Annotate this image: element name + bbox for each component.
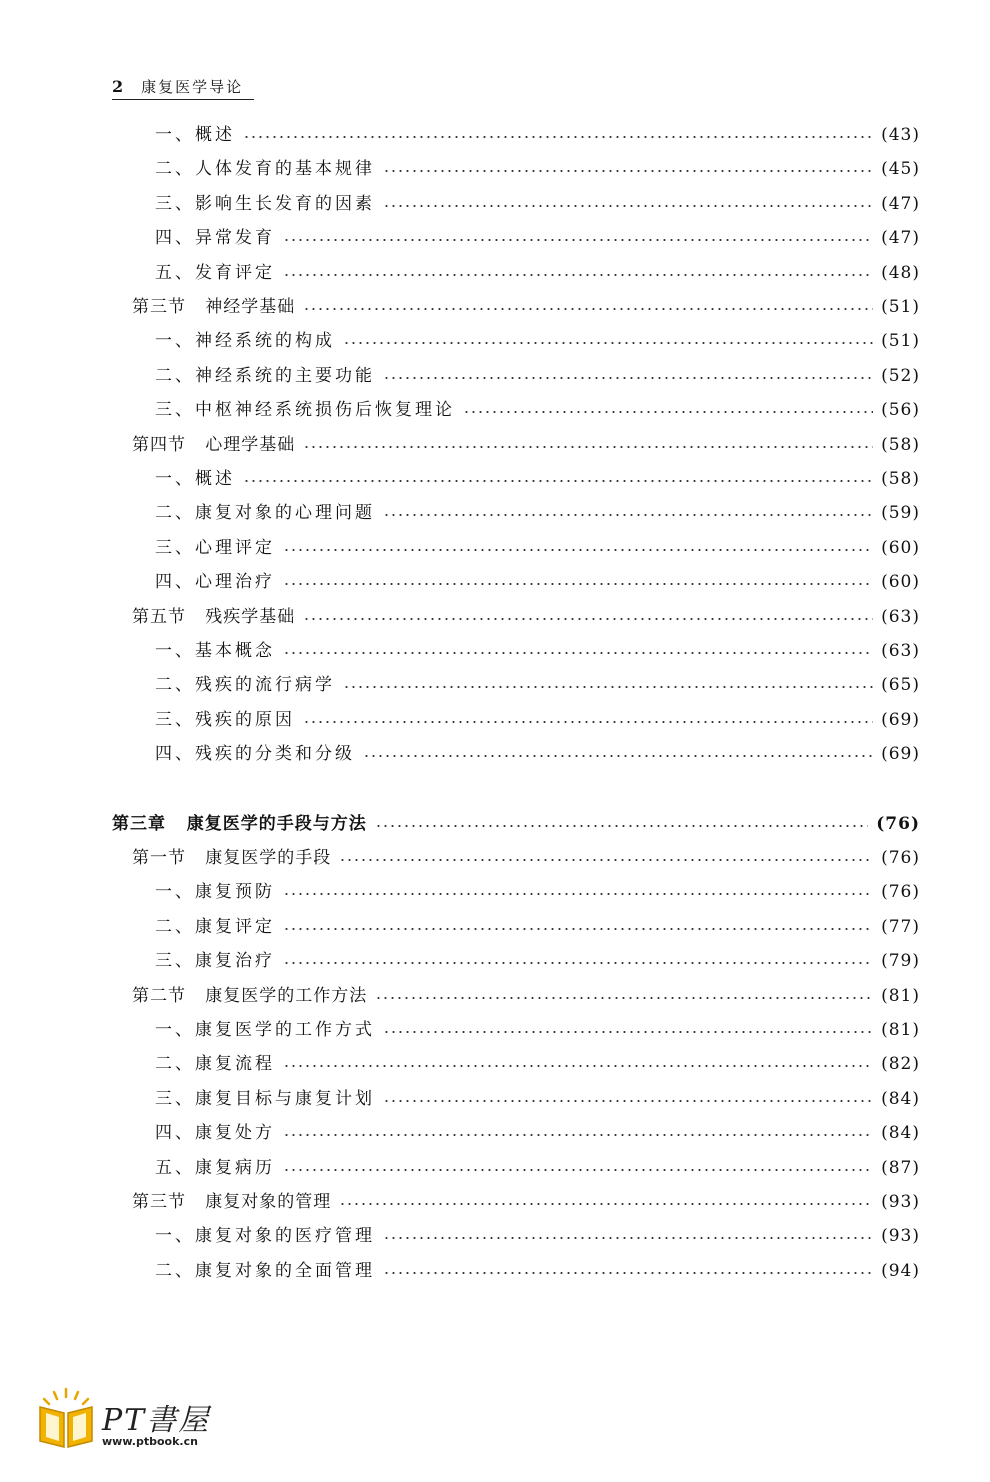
toc-page-number: (63) [881, 607, 920, 627]
toc-page-number: (76) [876, 814, 920, 834]
toc-page-number: (84) [881, 1123, 920, 1143]
toc-chapter-row [112, 809, 920, 837]
watermark-url: www.ptbook.cn [102, 1435, 198, 1448]
dot-leader [303, 308, 873, 310]
toc-page-number: (51) [881, 297, 920, 317]
dot-leader [375, 997, 873, 999]
toc-page-number: (58) [881, 469, 920, 489]
toc-entry-title: 三、残疾的原因 [155, 710, 295, 730]
toc-page-number: (69) [881, 710, 920, 730]
dot-leader [283, 583, 873, 585]
toc-entry-title: 一、康复对象的医疗管理 [155, 1226, 375, 1246]
toc-section-row [132, 602, 920, 630]
dot-leader [343, 686, 873, 688]
toc-item-row [155, 946, 920, 974]
dot-leader [363, 755, 873, 757]
toc-entry-title: 第二节 康复医学的工作方法 [132, 986, 368, 1006]
toc-page-number: (47) [881, 228, 920, 248]
toc-page-number: (51) [881, 331, 920, 351]
toc-page-number: (81) [881, 1020, 920, 1040]
toc-entry-title: 二、康复对象的心理问题 [155, 503, 375, 523]
toc-section-row [132, 1187, 920, 1215]
toc-page-number: (60) [881, 572, 920, 592]
toc-item-row [155, 498, 920, 526]
dot-leader [283, 239, 873, 241]
toc-entry-title: 第三节 康复对象的管理 [132, 1192, 332, 1212]
toc-page-number: (84) [881, 1089, 920, 1109]
toc-page-number: (63) [881, 641, 920, 661]
dot-leader [283, 962, 873, 964]
toc-entry-title: 三、中枢神经系统损伤后恢复理论 [155, 400, 455, 420]
dot-leader [283, 1169, 873, 1171]
dot-leader [339, 1203, 873, 1205]
toc-entry-title: 第一节 康复医学的手段 [132, 848, 332, 868]
toc-entry-title: 三、心理评定 [155, 538, 275, 558]
toc-item-row [155, 1221, 920, 1249]
toc-item-row [155, 877, 920, 905]
toc-page-number: (93) [881, 1226, 920, 1246]
toc-item-row [155, 636, 920, 664]
toc-page-number: (81) [881, 986, 920, 1006]
toc-item-row [155, 1118, 920, 1146]
toc-page-number: (58) [881, 435, 920, 455]
toc-entry-title: 三、康复目标与康复计划 [155, 1089, 375, 1109]
toc-page-number: (59) [881, 503, 920, 523]
toc-page-number: (45) [881, 159, 920, 179]
dot-leader [383, 1237, 873, 1239]
toc-entry-title: 四、残疾的分类和分级 [155, 744, 355, 764]
toc-entry-title: 一、基本概念 [155, 641, 275, 661]
toc-section-row [132, 430, 920, 458]
toc-page-number: (77) [881, 917, 920, 937]
dot-leader [283, 1065, 873, 1067]
dot-leader [283, 928, 873, 930]
dot-leader [375, 825, 868, 827]
toc-entry-title: 第三节 神经学基础 [132, 297, 296, 317]
page-number: 2 [112, 77, 124, 96]
toc-section-row [132, 292, 920, 320]
toc-page-number: (48) [881, 263, 920, 283]
toc-entry-title: 一、康复医学的工作方式 [155, 1020, 375, 1040]
toc-item-row [155, 1153, 920, 1181]
toc-page-number: (43) [881, 125, 920, 145]
dot-leader [383, 514, 873, 516]
dot-leader [343, 342, 873, 344]
toc-section-row [132, 981, 920, 1009]
watermark-brand: PT書屋 [102, 1403, 211, 1438]
toc-item-row [155, 361, 920, 389]
toc-entry-title: 二、神经系统的主要功能 [155, 366, 375, 386]
dot-leader [339, 859, 873, 861]
toc-page-number: (76) [881, 882, 920, 902]
toc-entry-title: 二、康复评定 [155, 917, 275, 937]
running-header [112, 76, 254, 100]
toc-item-row [155, 154, 920, 182]
toc-page-number: (87) [881, 1158, 920, 1178]
dot-leader [283, 549, 873, 551]
toc-item-row [155, 1015, 920, 1043]
toc-page-number: (76) [881, 848, 920, 868]
dot-leader [283, 893, 873, 895]
toc-entry-title: 四、康复处方 [155, 1123, 275, 1143]
dot-leader [383, 205, 873, 207]
toc-entry-title: 五、康复病历 [155, 1158, 275, 1178]
dot-leader [383, 377, 873, 379]
dot-leader [383, 1100, 873, 1102]
toc-entry-title: 四、异常发育 [155, 228, 275, 248]
toc-item-row [155, 464, 920, 492]
toc-entry-title: 一、概述 [155, 469, 235, 489]
dot-leader [243, 136, 873, 138]
dot-leader [383, 170, 873, 172]
toc-page-number: (79) [881, 951, 920, 971]
toc-page-number: (60) [881, 538, 920, 558]
toc-entry-title: 二、康复对象的全面管理 [155, 1261, 375, 1281]
toc-item-row [155, 912, 920, 940]
watermark-logo [34, 1385, 234, 1455]
toc-page-number: (52) [881, 366, 920, 386]
toc-entry-title: 一、概述 [155, 125, 235, 145]
toc-item-row [155, 705, 920, 733]
toc-item-row [155, 258, 920, 286]
toc-entry-title: 三、康复治疗 [155, 951, 275, 971]
book-title: 康复医学导论 [141, 78, 244, 96]
dot-leader [303, 618, 873, 620]
toc-item-row [155, 189, 920, 217]
toc-page-number: (94) [881, 1261, 920, 1281]
toc-entry-title: 第三章 康复医学的手段与方法 [112, 814, 367, 834]
dot-leader [283, 652, 873, 654]
toc-entry-title: 二、康复流程 [155, 1054, 275, 1074]
toc-item-row [155, 567, 920, 595]
dot-leader [283, 1134, 873, 1136]
toc-entry-title: 三、影响生长发育的因素 [155, 194, 375, 214]
toc-page-number: (93) [881, 1192, 920, 1212]
toc-page-number: (56) [881, 400, 920, 420]
toc-item-row [155, 739, 920, 767]
toc-entry-title: 一、康复预防 [155, 882, 275, 902]
toc-page-number: (65) [881, 675, 920, 695]
toc-item-row [155, 120, 920, 148]
dot-leader [283, 274, 873, 276]
toc-item-row [155, 223, 920, 251]
dot-leader [383, 1272, 873, 1274]
toc-entry-title: 第四节 心理学基础 [132, 435, 296, 455]
toc-section-row [132, 843, 920, 871]
dot-leader [303, 446, 873, 448]
toc-entry-title: 五、发育评定 [155, 263, 275, 283]
toc-item-row [155, 533, 920, 561]
toc-page-number: (69) [881, 744, 920, 764]
book-icon [34, 1385, 98, 1449]
dot-leader [383, 1031, 873, 1033]
toc-page-number: (47) [881, 194, 920, 214]
dot-leader [243, 480, 873, 482]
toc-entry-title: 四、心理治疗 [155, 572, 275, 592]
toc-item-row [155, 1256, 920, 1284]
toc-item-row [155, 670, 920, 698]
toc-item-row [155, 326, 920, 354]
toc-entry-title: 一、神经系统的构成 [155, 331, 335, 351]
dot-leader [463, 411, 873, 413]
toc-entry-title: 二、残疾的流行病学 [155, 675, 335, 695]
dot-leader [303, 721, 873, 723]
toc-page-number: (82) [881, 1054, 920, 1074]
toc-entry-title: 二、人体发育的基本规律 [155, 159, 375, 179]
toc-item-row [155, 395, 920, 423]
toc-item-row [155, 1049, 920, 1077]
toc-entry-title: 第五节 残疾学基础 [132, 607, 296, 627]
toc-item-row [155, 1084, 920, 1112]
